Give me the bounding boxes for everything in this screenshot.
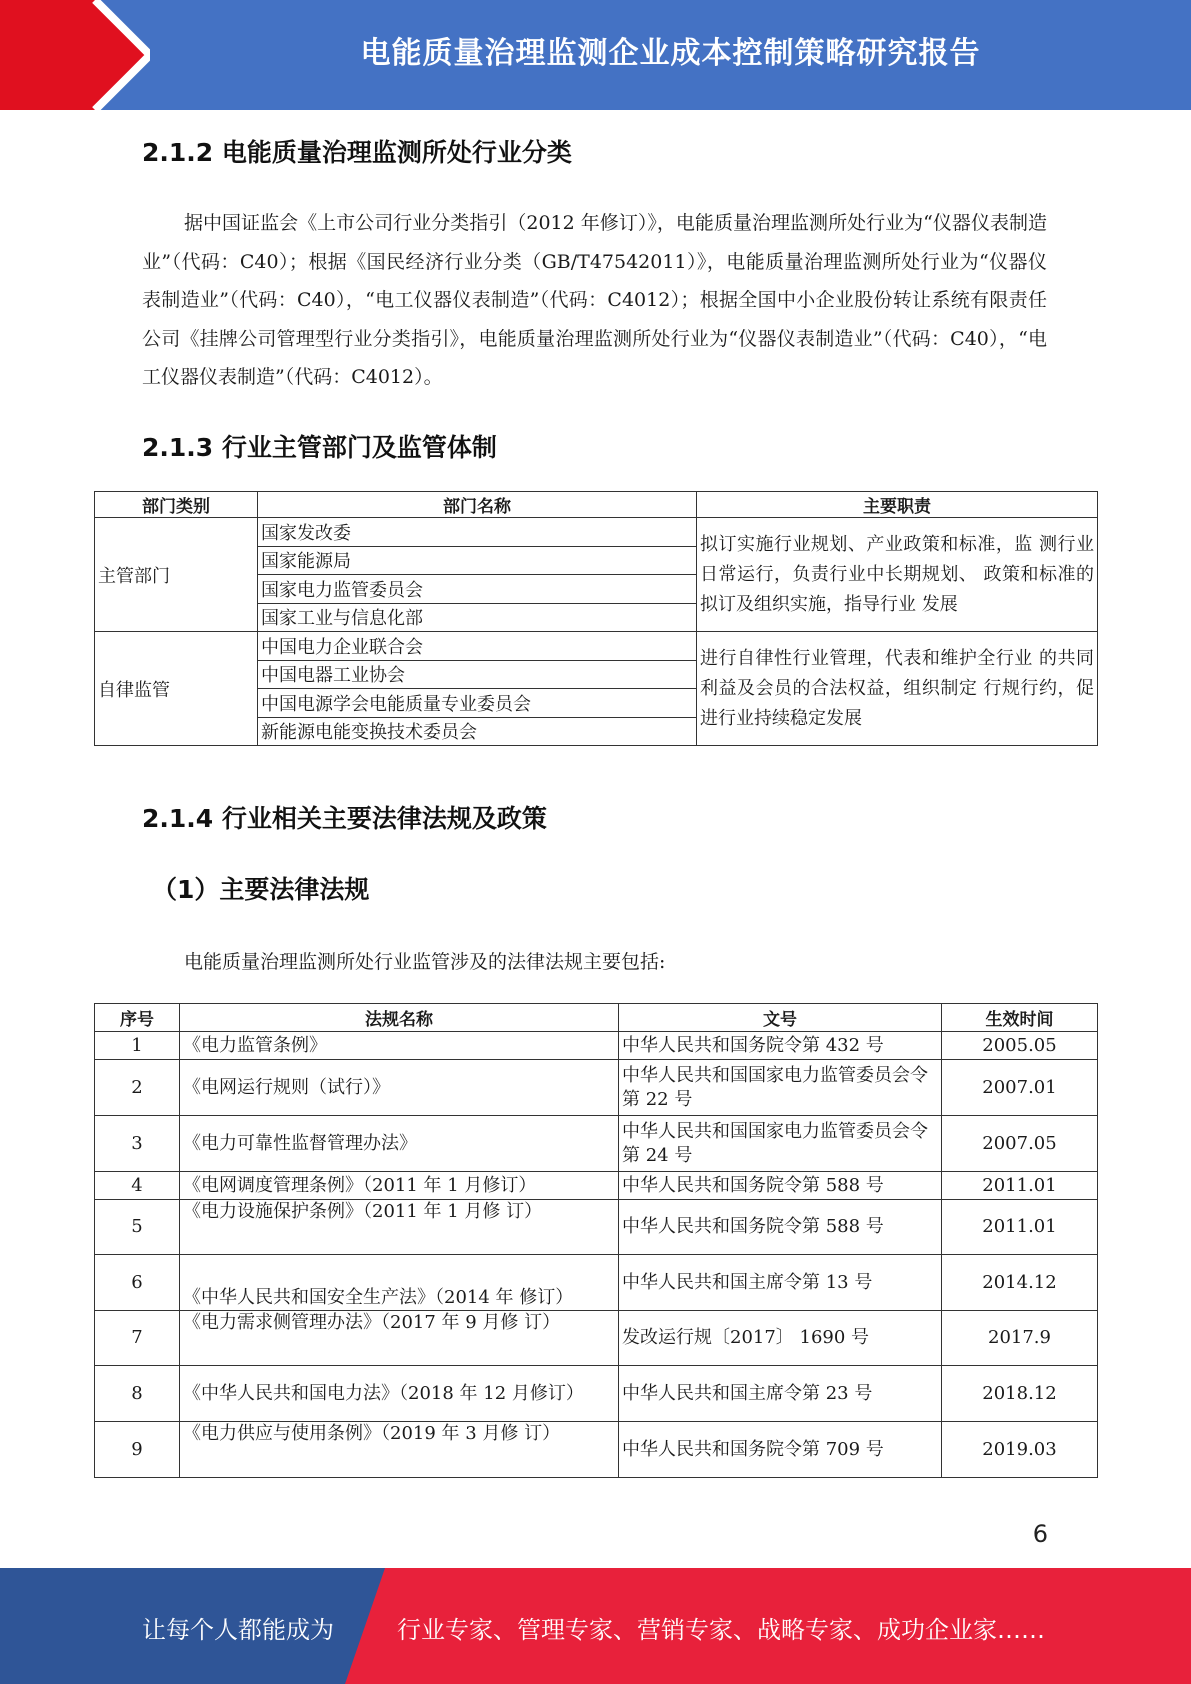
department-duty: 进行自律性行业管理，代表和维护全行业 的共同利益及会员的合法权益，组织制定 行规行约，促进行业持续稳定发展 xyxy=(697,632,1098,746)
section-heading-2-1-3: 2.1.3 行业主管部门及监管体制 xyxy=(142,433,497,462)
law-effective-date: 2011.01 xyxy=(942,1172,1098,1200)
law-document-number: 中华人民共和国主席令第 13 号 xyxy=(619,1255,942,1311)
law-effective-date: 2017.9 xyxy=(942,1311,1098,1366)
laws-intro: 电能质量治理监测所处行业监管涉及的法律法规主要包括: xyxy=(184,951,666,973)
law-name: 《电力设施保护条例》（2011 年 1 月修 订） xyxy=(180,1200,619,1255)
department-name: 中国电力企业联合会 xyxy=(258,632,697,661)
regulatory-departments-table xyxy=(94,491,1098,746)
table-header-row xyxy=(95,492,1098,518)
table-row xyxy=(95,1060,1098,1116)
table-row xyxy=(95,1311,1098,1366)
table-row xyxy=(95,1032,1098,1060)
column-header: 法规名称 xyxy=(180,1004,619,1032)
law-name: 《电力需求侧管理办法》（2017 年 9 月修 订） xyxy=(180,1311,619,1366)
law-index: 5 xyxy=(95,1200,180,1255)
department-duty: 拟订实施行业规划、产业政策和标准，监 测行业日常运行，负责行业中长期规划、 政策和标准的拟订及组织实施，指导行业 发展 xyxy=(697,518,1098,632)
law-document-number: 中华人民共和国务院令第 432 号 xyxy=(619,1032,942,1060)
department-name: 国家工业与信息化部 xyxy=(258,603,697,632)
law-name: 《中华人民共和国安全生产法》（2014 年 修订） xyxy=(180,1255,619,1311)
law-document-number: 发改运行规〔2017〕 1690 号 xyxy=(619,1311,942,1366)
department-category: 主管部门 xyxy=(95,518,258,632)
law-document-number: 中华人民共和国国家电力监管委员会令第 22 号 xyxy=(619,1060,942,1116)
table-row xyxy=(95,1366,1098,1422)
department-name: 国家电力监管委员会 xyxy=(258,575,697,604)
column-header: 生效时间 xyxy=(942,1004,1098,1032)
footer-slogan-right: 行业专家、管理专家、营销专家、战略专家、成功企业家…… xyxy=(397,1616,1045,1644)
law-index: 8 xyxy=(95,1366,180,1422)
law-name: 《电网调度管理条例》（2011 年 1 月修订） xyxy=(180,1172,619,1200)
law-effective-date: 2007.01 xyxy=(942,1060,1098,1116)
column-header: 文号 xyxy=(619,1004,942,1032)
law-effective-date: 2014.12 xyxy=(942,1255,1098,1311)
department-name: 中国电器工业协会 xyxy=(258,660,697,689)
law-name: 《中华人民共和国电力法》（2018 年 12 月修订） xyxy=(180,1366,619,1422)
law-index: 4 xyxy=(95,1172,180,1200)
department-name: 中国电源学会电能质量专业委员会 xyxy=(258,689,697,718)
law-index: 2 xyxy=(95,1060,180,1116)
law-name: 《电力供应与使用条例》（2019 年 3 月修 订） xyxy=(180,1422,619,1478)
column-header: 部门类别 xyxy=(95,492,258,518)
table-row xyxy=(95,632,1098,661)
law-document-number: 中华人民共和国主席令第 23 号 xyxy=(619,1366,942,1422)
table-row xyxy=(95,1172,1098,1200)
law-name: 《电力可靠性监督管理办法》 xyxy=(180,1116,619,1172)
page-header xyxy=(0,0,1191,110)
law-effective-date: 2019.03 xyxy=(942,1422,1098,1478)
law-index: 6 xyxy=(95,1255,180,1311)
page-number: 6 xyxy=(1032,1520,1048,1548)
laws-table xyxy=(94,1003,1098,1478)
law-document-number: 中华人民共和国务院令第 588 号 xyxy=(619,1200,942,1255)
table-header-row xyxy=(95,1004,1098,1032)
column-header: 序号 xyxy=(95,1004,180,1032)
law-document-number: 中华人民共和国务院令第 588 号 xyxy=(619,1172,942,1200)
law-effective-date: 2011.01 xyxy=(942,1200,1098,1255)
department-name: 新能源电能变换技术委员会 xyxy=(258,717,697,746)
sub-heading-laws: （1）主要法律法规 xyxy=(152,875,370,904)
page-footer xyxy=(0,1568,1191,1684)
law-effective-date: 2018.12 xyxy=(942,1366,1098,1422)
section-heading-2-1-4: 2.1.4 行业相关主要法律法规及政策 xyxy=(142,804,547,833)
section-heading-2-1-2: 2.1.2 电能质量治理监测所处行业分类 xyxy=(142,138,572,167)
footer-slogan-left: 让每个人都能成为 xyxy=(142,1616,334,1644)
column-header: 部门名称 xyxy=(258,492,697,518)
law-index: 9 xyxy=(95,1422,180,1478)
law-document-number: 中华人民共和国国家电力监管委员会令第 24 号 xyxy=(619,1116,942,1172)
law-index: 3 xyxy=(95,1116,180,1172)
law-name: 《电网运行规则（试行）》 xyxy=(180,1060,619,1116)
law-document-number: 中华人民共和国务院令第 709 号 xyxy=(619,1422,942,1478)
department-name: 国家能源局 xyxy=(258,546,697,575)
table-row xyxy=(95,1422,1098,1478)
industry-classification-paragraph: 据中国证监会《上市公司行业分类指引（2012 年修订）》，电能质量治理监测所处行业为“仪器仪表制造业”（代码：C40）；根据《国民经济行业分类（GB/T47542011）》，电能质量治理监测所处行业为“仪器仪表制造业”（代码：C40），“电工仪器仪表制造”（代码：C4012）；根据全国中小企业股份转让系统有限责任公司《挂牌公司管理型行业分类指引》，电能质量治理监测所处行业为“仪器仪表制造业”（代码：C40），“电工仪器仪表制造”（代码：C4012）。 xyxy=(142,212,1047,388)
law-name: 《电力监管条例》 xyxy=(180,1032,619,1060)
table-row xyxy=(95,1116,1098,1172)
column-header: 主要职责 xyxy=(697,492,1098,518)
department-name: 国家发改委 xyxy=(258,518,697,547)
header-arrow-decoration xyxy=(0,0,150,110)
table-row xyxy=(95,1200,1098,1255)
department-category: 自律监管 xyxy=(95,632,258,746)
table-row xyxy=(95,518,1098,547)
law-index: 7 xyxy=(95,1311,180,1366)
law-index: 1 xyxy=(95,1032,180,1060)
table-row xyxy=(95,1255,1098,1311)
report-title: 电能质量治理监测企业成本控制策略研究报告 xyxy=(360,36,981,71)
law-effective-date: 2007.05 xyxy=(942,1116,1098,1172)
law-effective-date: 2005.05 xyxy=(942,1032,1098,1060)
